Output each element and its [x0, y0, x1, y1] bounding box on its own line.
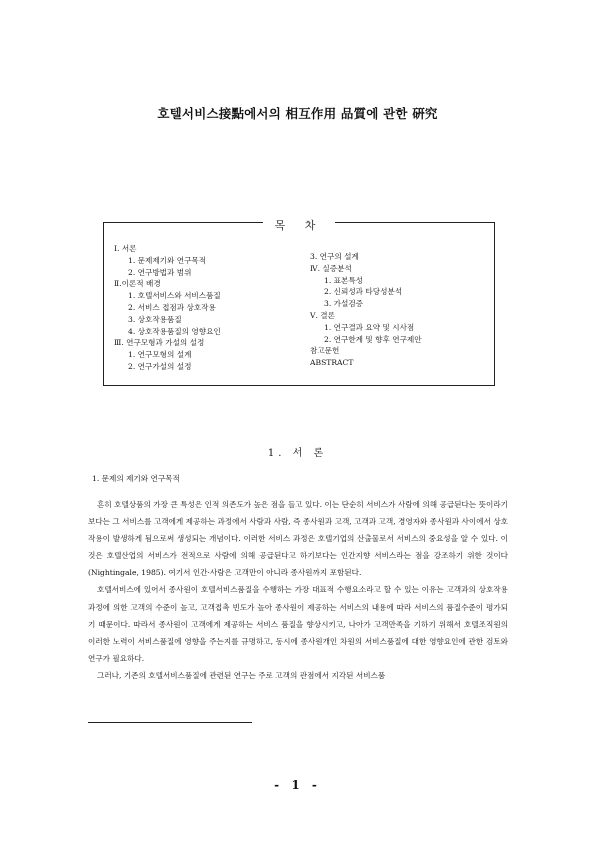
toc-heading-wrap	[104, 214, 494, 233]
toc-item: 3. 상호작용품질	[128, 314, 182, 324]
subsection-title: 1. 문제의 제기와 연구목적	[92, 474, 180, 483]
section-title: 1. 서 론	[267, 448, 328, 459]
toc-left-column	[114, 243, 221, 373]
toc-item: Ⅳ. 실증분석	[310, 263, 352, 273]
toc-heading: 목 차	[263, 219, 336, 232]
paragraph: 흔히 호텔상품의 가장 큰 특성은 인적 의존도가 높은 점을 들고 있다. 이는 단순히 서비스가 사람에 의해 공급된다는 뜻이라기보다는 그 서비스를 고객에게 제공하는 과정에서 사람과 사람, 즉 종사원과 고객, 고객과 고객, 경영자와 종사원과 사이에서 상호작용이 발생하게 됨으로써 생성되는 개념이다. 이러한 서비스 과정은 호텔기업의 산출물로서 서비스의 중요성을 알 수 있다. 이것은 호텔산업의 서비스가 전적으로 사람에 의해 공급된다고 하기보다는 인간지향 서비스라는 점을 강조하기 위한 것이다(Nightingale, 1985). 여기서 인간·사람은 고객만이 아니라 종사원까지 포함된다.	[88, 500, 508, 578]
paragraph: 그러나, 기존의 호텔서비스품질에 관련된 연구는 주로 고객의 관점에서 지각된 서비스품	[97, 670, 386, 680]
toc-item: Ⅴ. 결론	[310, 310, 335, 320]
toc-item: Ⅰ. 서론	[114, 244, 137, 253]
footnote-divider	[88, 722, 252, 723]
toc-item: 3. 가설검증	[324, 299, 364, 309]
paragraph: 호텔서비스에 있어서 종사원이 호텔서비스품질을 수행하는 가장 대표적 수행요소라고 할 수 있는 이유는 고객과의 상호작용 과정에 의한 고객의 수준이 높고, 고객접촉 빈도가 높아 종사원이 제공하는 서비스의 내용에 따라 서비스의 품질수준이 평가되기 때문이다. 따라서 종사원이 고객에게 제공하는 서비스 품질을 향상시키고, 나아가 고객만족을 기하기 위해서 호텔조직원의 이러한 노력이 서비스품질에 영향을 주는지를 규명하고, 동시에 종사원개인 차원의 서비스품질에 대한 영향요인에 관한 검토와 연구가 필요하다.	[88, 585, 508, 663]
toc-item: 1. 표본특성	[324, 275, 364, 285]
toc-item: 1. 문제제기와 연구목적	[128, 255, 207, 265]
toc-item: 1. 연구결과 요약 및 시사점	[324, 322, 415, 332]
toc-item: 2. 연구한계 및 향후 연구제안	[324, 334, 422, 344]
toc-item: 2. 신뢰성과 타당성분석	[324, 287, 403, 297]
page-number: - 1 -	[274, 778, 321, 792]
body-text	[88, 496, 508, 684]
toc-item: 2. 서비스 접점과 상호작용	[128, 302, 216, 312]
toc-item: 4. 상호작용품질의 영향요인	[128, 326, 221, 336]
toc-right-column	[310, 251, 422, 369]
toc-item: 2. 연구가설의 설정	[128, 361, 192, 371]
document-title: 호텔서비스接點에서의 相互作用 品質에 관한 硏究	[157, 106, 438, 121]
toc-item: Ⅲ. 연구모형과 가설의 설정	[114, 338, 205, 348]
toc-item: 1. 연구모형의 설계	[128, 350, 192, 360]
toc-item: Ⅱ.이론적 배경	[114, 279, 161, 289]
toc-item: 3. 연구의 설계	[310, 252, 359, 261]
toc-item: 2. 연구방법과 범위	[128, 267, 192, 277]
toc-item: 1. 호텔서비스와 서비스품질	[128, 291, 221, 301]
table-of-contents	[103, 219, 495, 386]
toc-item: 참고문헌	[310, 346, 340, 356]
toc-item: ABSTRACT	[310, 358, 354, 368]
